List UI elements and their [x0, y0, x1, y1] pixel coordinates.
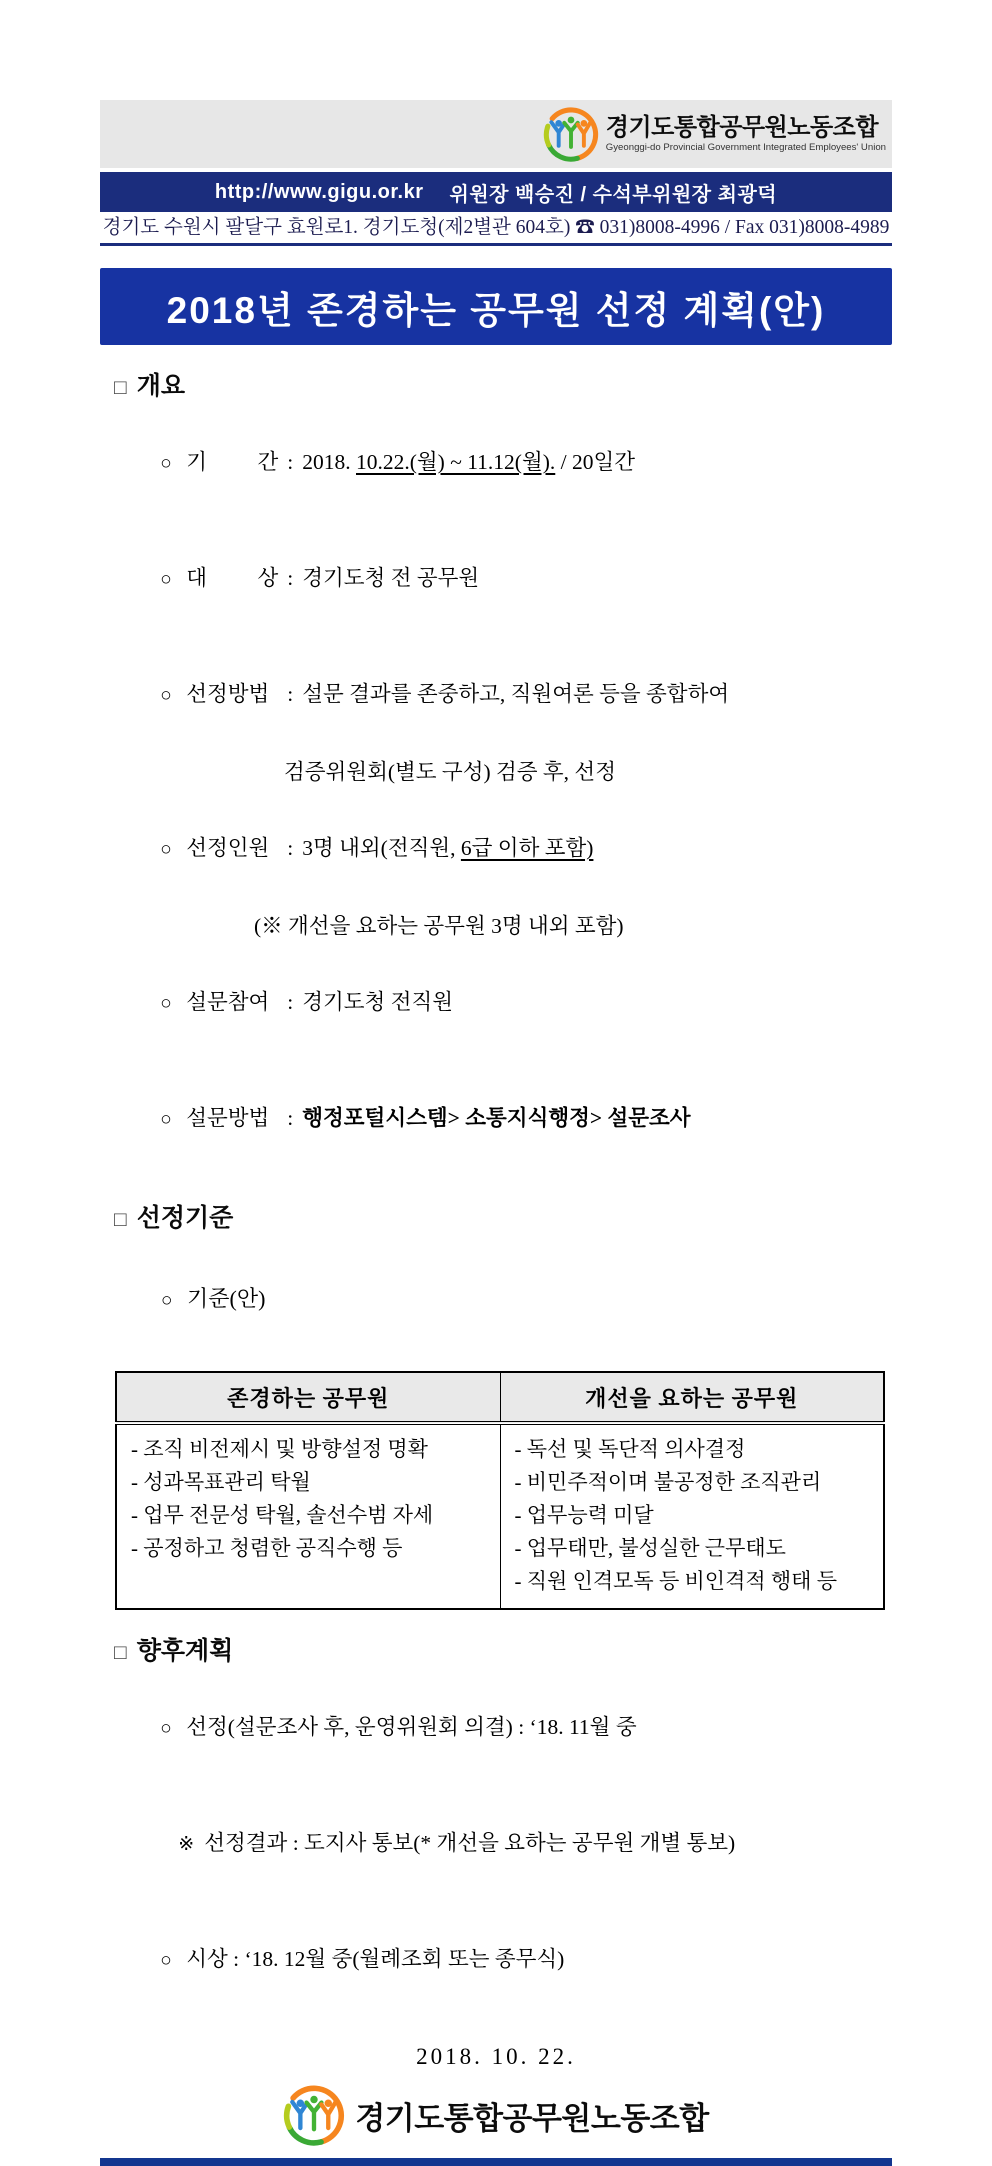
- table-header-improve: 개선을 요하는 공무원: [500, 1372, 884, 1423]
- item-text: 시상 : ‘18. 12월 중(월례조회 또는 종무식): [186, 1947, 565, 1971]
- overview-item-method-line2: 검증위원회(별도 구성) 검증 후, 선정: [284, 760, 616, 784]
- criteria-table: [115, 1371, 885, 1610]
- item-text: 경기도청 전 공무원: [302, 566, 480, 590]
- officials-text: 위원장 백승진 / 수석부위원장 최광덕: [449, 183, 778, 206]
- item-label: 선정인원: [186, 836, 270, 860]
- future-heading: [114, 1634, 892, 1670]
- item-text: 선정결과 : 도지사 통보(* 개선을 요하는 공무원 개별 통보): [204, 1831, 736, 1855]
- document-date: 2018. 10. 22.: [416, 2044, 576, 2069]
- list-item: - 공정하고 청렴한 공직수행 등: [131, 1536, 403, 1560]
- square-marker-icon: □: [114, 1208, 127, 1231]
- section-future-plans: [100, 1634, 892, 2018]
- list-item: - 조직 비전제시 및 방향설정 명확: [131, 1437, 428, 1461]
- footer-logo: [100, 2084, 892, 2146]
- item-text-underlined: 10.22.(월) ~ 11.12(월).: [356, 450, 556, 474]
- item-text: 2018.: [302, 450, 356, 474]
- overview-item-method: [114, 637, 892, 753]
- criteria-heading-text: 선정기준: [136, 1204, 234, 1232]
- document-page: [100, 0, 892, 2166]
- overview-item-survey-method: [114, 1061, 892, 1177]
- item-separator: :: [287, 1106, 294, 1130]
- section-overview: [100, 369, 892, 1177]
- item-separator: :: [287, 566, 294, 590]
- overview-item-participants: [114, 945, 892, 1061]
- title-banner: [100, 268, 892, 345]
- section-criteria: [100, 1201, 892, 1610]
- circle-marker-icon: ○: [160, 993, 172, 1014]
- overview-heading-text: 개요: [136, 372, 185, 400]
- circle-marker-icon: ○: [161, 1290, 173, 1311]
- overview-item-period: [114, 405, 892, 521]
- list-item: - 업무태만, 불성실한 근무태도: [514, 1536, 786, 1560]
- table-body-row: [116, 1423, 884, 1609]
- item-text: 설문 결과를 존중하고, 직원여론 등을 종합하여: [302, 682, 730, 706]
- table-cell-respected: [116, 1423, 500, 1609]
- criteria-subheading: [114, 1239, 892, 1361]
- circle-marker-icon: ○: [160, 1950, 172, 1971]
- website-url: http://www.gigu.or.kr: [214, 180, 424, 203]
- criteria-subheading-text: 기준(안): [187, 1286, 266, 1311]
- header-divider-rule: [100, 243, 892, 246]
- table-header-respected: 존경하는 공무원: [116, 1372, 500, 1423]
- union-logo: [543, 106, 886, 162]
- page-title: 2018년 존경하는 공무원 선정 계획(안): [166, 289, 826, 331]
- overview-item-target: [114, 521, 892, 637]
- circle-marker-icon: ○: [160, 453, 172, 474]
- list-item: - 성과목표관리 탁월: [131, 1470, 311, 1494]
- org-name-korean: 경기도통합공무원노동조합: [605, 113, 879, 141]
- circle-marker-icon: ○: [160, 839, 172, 860]
- item-text: 3명 내외(전직원,: [302, 836, 461, 860]
- future-item-selection: [114, 1670, 892, 1786]
- circle-marker-icon: ○: [160, 685, 172, 706]
- item-text: 선정(설문조사 후, 운영위원회 의결) : ‘18. 11월 중: [186, 1715, 637, 1739]
- item-label: 대 상: [186, 566, 279, 590]
- header-logo-band: [100, 100, 892, 168]
- item-label: 기 간: [186, 450, 279, 474]
- item-label: 선정방법: [186, 682, 270, 706]
- future-item-award: [114, 1902, 892, 2018]
- overview-item-count-note: (※ 개선을 요하는 공무원 3명 내외 포함): [254, 914, 624, 938]
- overview-item-count: [114, 791, 892, 907]
- table-header-row: [116, 1372, 884, 1423]
- item-text: 경기도청 전직원: [302, 990, 454, 1014]
- union-emblem-icon: [543, 106, 599, 162]
- address-line: 경기도 수원시 팔달구 효원로1. 경기도청(제2별관 604호) ☎ 031)8008-4996 / Fax 031)8008-4989: [102, 217, 890, 238]
- list-item: - 직원 인격모독 등 비인격적 행태 등: [514, 1569, 837, 1593]
- overview-heading: [114, 369, 892, 405]
- item-text-bold: 행정포털시스템> 소통지식행정> 설문조사: [302, 1106, 691, 1130]
- item-label: 설문방법: [186, 1106, 270, 1130]
- list-item: - 업무능력 미달: [514, 1503, 654, 1527]
- org-name-english: Gyeonggi-do Provincial Government Integrated Employees' Union: [605, 142, 886, 154]
- list-item: - 업무 전문성 탁월, 솔선수범 자세: [131, 1503, 434, 1527]
- future-item-result-note: [114, 1786, 892, 1902]
- circle-marker-icon: ○: [160, 1109, 172, 1130]
- circle-marker-icon: ○: [160, 1718, 172, 1739]
- item-label: 설문참여: [186, 990, 270, 1014]
- list-item: - 독선 및 독단적 의사결정: [514, 1437, 746, 1461]
- org-name-block: [606, 115, 886, 153]
- square-marker-icon: □: [114, 376, 127, 399]
- item-separator: :: [287, 836, 294, 860]
- url-bar: [100, 172, 892, 212]
- item-text: / 20일간: [555, 450, 636, 474]
- circle-marker-icon: ○: [160, 569, 172, 590]
- future-heading-text: 향후계획: [136, 1637, 234, 1665]
- bottom-bar: [100, 2158, 892, 2166]
- union-emblem-icon: [283, 2084, 345, 2146]
- reference-marker-icon: ※: [178, 1834, 195, 1855]
- footer-org-name: 경기도통합공무원노동조합: [355, 2100, 709, 2136]
- square-marker-icon: □: [114, 1641, 127, 1664]
- item-separator: :: [287, 450, 294, 474]
- table-cell-improve: [500, 1423, 884, 1609]
- item-separator: :: [287, 990, 294, 1014]
- item-separator: :: [287, 682, 294, 706]
- item-text-underlined: 6급 이하 포함): [460, 836, 594, 860]
- criteria-heading: [114, 1201, 892, 1237]
- list-item: - 비민주적이며 불공정한 조직관리: [514, 1470, 822, 1494]
